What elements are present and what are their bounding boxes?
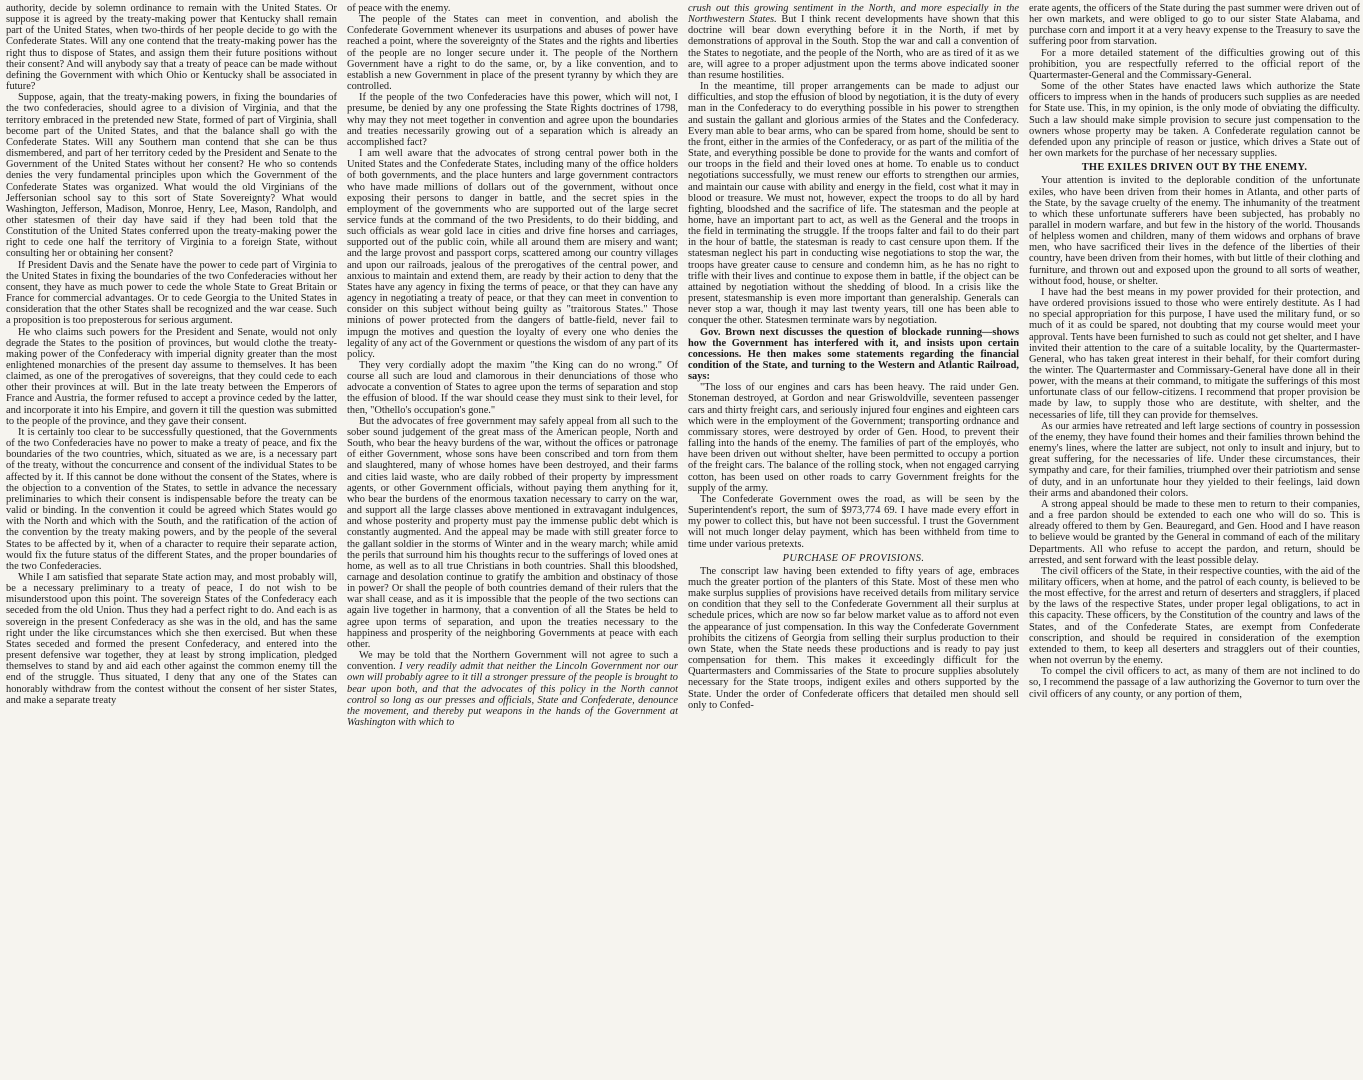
italic-text: crush out this growing sentiment in the North, and more especially in the Northwestern States. [688,3,1019,26]
paragraph: To compel the civil officers to act, as many of them are not inclined to do so, I recommend the passage of a law authorizing the Governor to turn over the civil officers of any county, or any portion of them, [1029,666,1360,700]
paragraph: He who claims such powers for the President and Senate, would not only degrade the States to the position of provinces, but would clothe the treaty-making power of the Confederacy with imperial dignity greater than the most enlightened monarchies of the present day assume to themselves. It has been claimed, as one of the prerogatives of sovereigns, that they could cede to each other their provinces at will. But in the late treaty between the Emperors of France and Austria, the former refused to accept a province ceded by the latter, and incorporate it into his Empire, and govern it till the question was submitted to the people of the province, and they gave their consent. [6,326,337,427]
paragraph [688,3,1019,81]
column-2 [347,3,678,1080]
paragraph: It is certainly too clear to be successfully questioned, that the Governments of the two Confederacies have no power to make a treaty of peace, and fix the boundaries of the two countries, which, situated as we are, is a necessary part of the treaty, without the concurrence and consent of the individual States to be affected by it. If this cannot be done without the consent of the States, where is the objection to a convention of the States, to settle in advance the necessary preliminaries to which their consent is indispensable before the treaty can be valid or binding. In the convention it could be agreed which States would go with the North and which with the South, and the ratification of the action of the convention by the treaty making powers, and by the people of the several States to be affected by it, when of a character to require their separate action, would fix the future status of the different States, and the proper boundaries of the two Confederacies. [6,426,337,572]
paragraph: While I am satisfied that separate State action may, and most probably will, be a necessary preliminary to a treaty of peace, I do not wish to be misunderstood upon this point. The sovereign States of the Confederacy each seceded from the old Union. Thus they had a perfect right to do. And each is as sovereign in the present Confederacy as she was in the old, and has the same right under the like circumstances which she then exercised. But when these States seceded and formed the present Confederacy, and entered into the present defensive war together, they at least by strong implication, pledged themselves to stand by and aid each other against the common enemy till the end of the struggle. Thus situated, I deny that any one of the States can honorably withdraw from the contest without the consent of her sister States, and make a separate treaty [6,571,337,706]
column-1 [6,3,337,1080]
paragraph: Suppose, again, that the treaty-making powers, in fixing the boundaries of the two confederacies, should agree to a division of Virginia, and that the territory embraced in the pretended new State, formed of part of Virginia, shall become part of the United States, and that the balance shall go with the Confederate States. Will any Southern man contend that she can be thus dismembered, and part of her territory ceded by the President and Senate to the Government of the United States without her consent? He who so contends denies the very fundamental principles upon which the Government of the Confederate States was organized. What would the old Virginians of the Jeffersonian school say to this sort of State Sovereignty? What would Washington, Jefferson, Madison, Monroe, Henry, Lee, Mason, Randolph, and other statesmen of their day have said if they had been told that the Constitution of the United States conferred upon the treaty-making power the right to cede one half the territory of Virginia to a foreign State, without consulting her or obtaining her consent? [6,92,337,260]
paragraph: For a more detailed statement of the difficulties growing out of this prohibition, you are respectfully referred to the official report of the Quartermaster-General and the Commissary-General. [1029,47,1360,81]
paragraph: The Confederate Government owes the road, as will be seen by the Superintendent's report, the sum of $973,774 69. I have made every effort in my power to collect this, but have not been successful. I trust the Government will not much longer delay payment, which has been withheld from time to time under various pretexts. [688,493,1019,550]
paragraph: In the meantime, till proper arrangements can be made to adjust our difficulties, and stop the effusion of blood by negotiation, it is the duty of every man in the Confederacy to do everything possible in his power to strengthen and sustain the gallant and glorious armies of the States and the Confederacy. Every man able to bear arms, who can be spared from home, should be sent to the front, either in the armies of the Confederacy, or as part of the militia of the State, and everything possible be done to provide for the wants and comfort of our troops in the field and their loved ones at home. To enable us to conduct negotiations successfully, we must renew our efforts to strengthen our armies, and maintain our cause with ability and energy in the field, cost what it may in blood or treasure. We must not, however, expect the troops to do all by hard fighting, bloodshed and the sacrifice of life. The statesman and the people at home, have an important part to act, as well as the General and the troops in the field in terminating the struggle. If the troops falter and fail to do their part in the hour of battle, the statesman is ready to cast censure upon them. If the statesman neglect his part in conducting wise negotiations to stop the war, the troops have greater cause to censure and condemn him, as he has no right to trifle with their lives and continue to expose them in battle, if the object can be attained by negotiation without the shedding of blood. In a crisis like the present, statesmanship is even more important than generalship. Generals can never stop a war, though it may last twenty years, till one has been able to conquer the other. Statesmen terminate wars by negotiation. [688,81,1019,327]
column-3 [688,3,1019,1080]
paragraph-text: But I think recent developments have shown that this doctrine will bear down everything before it in the North, if met by demonstrations of approval in the South. Stop the war and call a convention of the States to negotiate, and the people of the North, who are as tired of it as we are, will agree to a proper adjustment upon the terms above indicated sooner than resume hostilities. [688,14,1019,81]
section-heading: PURCHASE OF PROVISIONS. [782,552,925,564]
paragraph: The civil officers of the State, in their respective counties, with the aid of the military officers, when at home, and the patrol of each county, is believed to be the most effective, for the arrest and return of deserters and stragglers, if placed by the laws of the respective States, under proper legal obligations, to act in this capacity. These officers, by the Constitution of the country and laws of the States, and of the Confederate States, are exempt from Confederate conscription, and should be required in consideration of the exemption extended to them, to keep all deserters and stragglers out of their counties, when not overrun by the enemy. [1029,565,1360,667]
paragraph: "The loss of our engines and cars has been heavy. The raid under Gen. Stoneman destroyed, at Gordon and near Griswoldville, seventeen passenger cars and thirty freight cars, and seriously injured four engines and eighteen cars which were in the employment of the Government; transporting ordnance and commissary stores, were destroyed by order of Gen. Hood, to prevent their falling into the hands of the enemy. The families of part of the employés, who have been driven out without shelter, have been permitted to occupy a portion of the freight cars. The balance of the rolling stock, when not engaged carrying cotton, has been used on other roads to carry Government freights for the supply of the army. [688,382,1019,494]
paragraph: As our armies have retreated and left large sections of country in possession of the enemy, they have found their homes and their families thrown behind the enemy's lines, where the latter are subject, not only to insult and injury, but to great suffering, for the necessaries of life. Under these circumstances, their sympathy and care, for their families, triumphed over their patriotism and sense of duty, and in an unfortunate hour they yielded to their feelings, laid down their arms and abandoned their colors. [1029,420,1360,499]
paragraph: The conscript law having been extended to fifty years of age, embraces much the greater portion of the planters of this State. Most of these men who make surplus supplies of provisions have received details from military service on condition that they sell to the Confederate Government all their surplus at schedule prices, which are now so far below market value as to afford not even the appearance of just compensation. In this way the Confederate Government prohibits the citizens of Georgia from selling their surplus production to their own State, when the State needs these productions and is ready to pay just compensation for them. This makes it exceedingly difficult for the Quartermasters and Commissaries of the State to procure supplies absolutely necessary for the State troops, indigent exiles and others supported by the State. Under the order of Confederate officers that detailed men should sell only to Confed- [688,565,1019,711]
paragraph: I am well aware that the advocates of strong central power both in the United States and the Confederate States, including many of the office holders of both governments, and the place hunters and large government contractors who have made millions of dollars out of the government, without once exposing their persons to danger in battle, and the secret spies in the employment of the governments who are supported out of the large secret service funds at the command of the two Presidents, to do their bidding, and such officials as wear gold lace in cities and drive fine horses and carriages, supported out of the public coin, while all around them are misery and want; and the large provost and passport corps, scattered among our country villages and upon our railroads, jealous of the prerogatives of the central power, and anxious to maintain and extend them, are ready by their action to deny that the States have any agency in fixing the terms of peace, or that they can have any agency in negotiating a treaty of peace, or that they can meet in convention to consider on this subject without being guilty as "traitorous States." Those minions of power protected from the dangers of battle-field, never fail to impugn the motives and question the loyalty of every one who denies the legality of any act of the Government or questions the wisdom of any part of its policy. [347,148,678,360]
paragraph: If the people of the two Confederacies have this power, which will not, I presume, be denied by any one professing the State Rights doctrines of 1798, why may they not meet together in convention and agree upon the boundaries and treaties necessarily growing out of a separation which is already an accomplished fact? [347,92,678,148]
paragraph: A strong appeal should be made to these men to return to their companies, and a free pardon should be extended to each one who will do so. This is already offered to them by Gen. Beauregard, and Gen. Hood and I have reason to believe would be granted by the General in command of each of the military Departments. All who refuse to accept the pardon, and return, should be arrested, and sent forward with the least possible delay. [1029,498,1360,566]
paragraph: But the advocates of free government may safely appeal from all such to the sober sound judgement of the great mass of the American people, North and South, who bear the heavy burdens of the war, without the offices or patronage of either Government, whose sons have been conscribed and torn from them and slaughtered, many of whose homes have been destroyed, and their farms and cities laid waste, who are daily robbed of their property by impressment agents, or other Government officials, without paying them anything for it, who bear the burdens of the enormous taxation necessary to carry on the war, and support all the large classes above mentioned in extravagant indulgences, and whose posterity and property must pay the immense public debt which is constantly augmented. And the appeal may be made with still greater force to the gallant soldier in the storms of Winter and in the weary march; while amid the perils that surround him his thoughts recur to the sufferings of loved ones at home, as well as to all true Christians in both countries. Shall this bloodshed, carnage and desolation continue to gratify the ambition and obstinacy of those in power? Or shall the people of both countries demand of their rulers that the war shall cease, and as it is impossible that the people of the two sections can again live together in harmony, that a convention of all the States be held to agree upon terms of separation, and upon the treaties necessary to the happiness and prosperity of the neighboring Governments at peace with each other. [347,415,678,650]
paragraph: Your attention is invited to the deplorable condition of the unfortunate exiles, who have been driven from their homes in Atlanta, and other parts of the State, by the savage cruelty of the enemy. The inhumanity of the treatment to which these unfortunate sufferers have been subjected, has probably no parallel in modern warfare, and but few in the history of the world. Thousands of helpless women and children, many of them widows and orphans of brave men, who have sacrificed their lives in the defence of the liberties of their country, have been driven from their homes, with but little of their clothing and furniture, and thrown out and exposed upon the ground to all sorts of weather, without food, house, or shelter. [1029,175,1360,287]
column-4 [1029,3,1360,1080]
paragraph: If President Davis and the Senate have the power to cede part of Virginia to the United States in fixing the boundaries of the two Confederacies without her consent, they have as much power to cede the whole State to Great Britain or France for commercial advantages. Or to cede Georgia to the United States in consideration that the other States shall be recognized and the war cease. Such a proposition is too preposterous for serious argument. [6,259,337,327]
paragraph: Gov. Brown next discusses the question of blockade running—shows how the Government has interfered with it, and insists upon certain concessions. He then makes some statements regarding the financial condition of the State, and turning to the Western and Atlantic Railroad, says: [688,326,1019,383]
paragraph-text: We may be told that the Northern Government will not agree to such a convention. [347,650,678,673]
paragraph: I have had the best means in my power provided for their protection, and have ordered provisions issued to those who were entirely destitute. As I had no special appropriation for this purpose, I have used the military fund, or so much of it as could be spared, not doubting that my course would meet your approval. Tents have been furnished to such as could not get shelter, and I have invited their attention to the care of a suitable locality, by the Quartermaster-General, who has taken great interest in their behalf, for their comfort during the winter. The Quartermaster and Commissary-General have done all in their power, with the means at their command, to mitigate the sufferings of this most unfortunate class of our fellow-citizens. I recommend that proper provision be made by law, to supply those who are destitute, with shelter, and the necessaries of life, till they can provide for themselves. [1029,286,1360,421]
paragraph: of peace with the enemy. [347,3,451,14]
paragraph: The people of the States can meet in convention, and abolish the Confederate Government whenever its usurpations and abuses of power have reached a point, where the sovereignty of the States and the rights and liberties of the people are no longer secure under it. The people of the Northern Government have a right to do the same, or, by a like convention, and to establish a new Government in place of the present tyranny by which they are controlled. [347,14,678,93]
section-heading: THE EXILES DRIVEN OUT BY THE ENEMY. [1081,162,1308,174]
paragraph: authority, decide by solemn ordinance to remain with the United States. Or suppose it is agreed by the treaty-making power that Kentucky shall remain part of the United States, when two-thirds of her people decide to go with the Confederate States. Will any one contend that the treaty-making power has the right thus to dispose of States, and assign them their future positions without their consent? And will anybody say that a treaty of peace can be made without defining the Government with which Ohio or Kentucky shall be associated in future? [6,3,337,93]
paragraph: They very cordially adopt the maxim "the King can do no wrong." Of course all such are loud and clamorous in their denunciations of those who advocate a convention of States to agree upon the terms of separation and stop the effusion of blood. If the war should cease they must sink to their level, for then, "Othello's occupation's gone." [347,360,678,416]
paragraph: Some of the other States have enacted laws which authorize the State officers to impress when in the hands of producers such supplies as are needed for State use. This, in my opinion, is the only mode of obviating the difficulty. Such a law should make simple provision to secure just compensation to the owners whose property may be taken. A Confederate regulation cannot be defended upon any principle of reason or justice, which drives a State out of her own markets for the purchase of her necessary supplies. [1029,81,1360,160]
paragraph: erate agents, the officers of the State during the past summer were driven out of her own markets, and were obliged to go to our sister State Alabama, and purchase corn and import it at a very heavy expense to the Treasury to save the suffering poor from starvation. [1029,3,1360,48]
italic-text: I very readily admit that neither the Lincoln Government nor our own will probably agree to it till a stronger pressure of the people is brought to bear upon both, and that the advocates of this policy in the North cannot control so long as our presses and officials, State and Confederate, denounce the movement, and thereby put weapons in the hands of the Government at Washington with which to [347,661,678,728]
paragraph [347,650,678,728]
